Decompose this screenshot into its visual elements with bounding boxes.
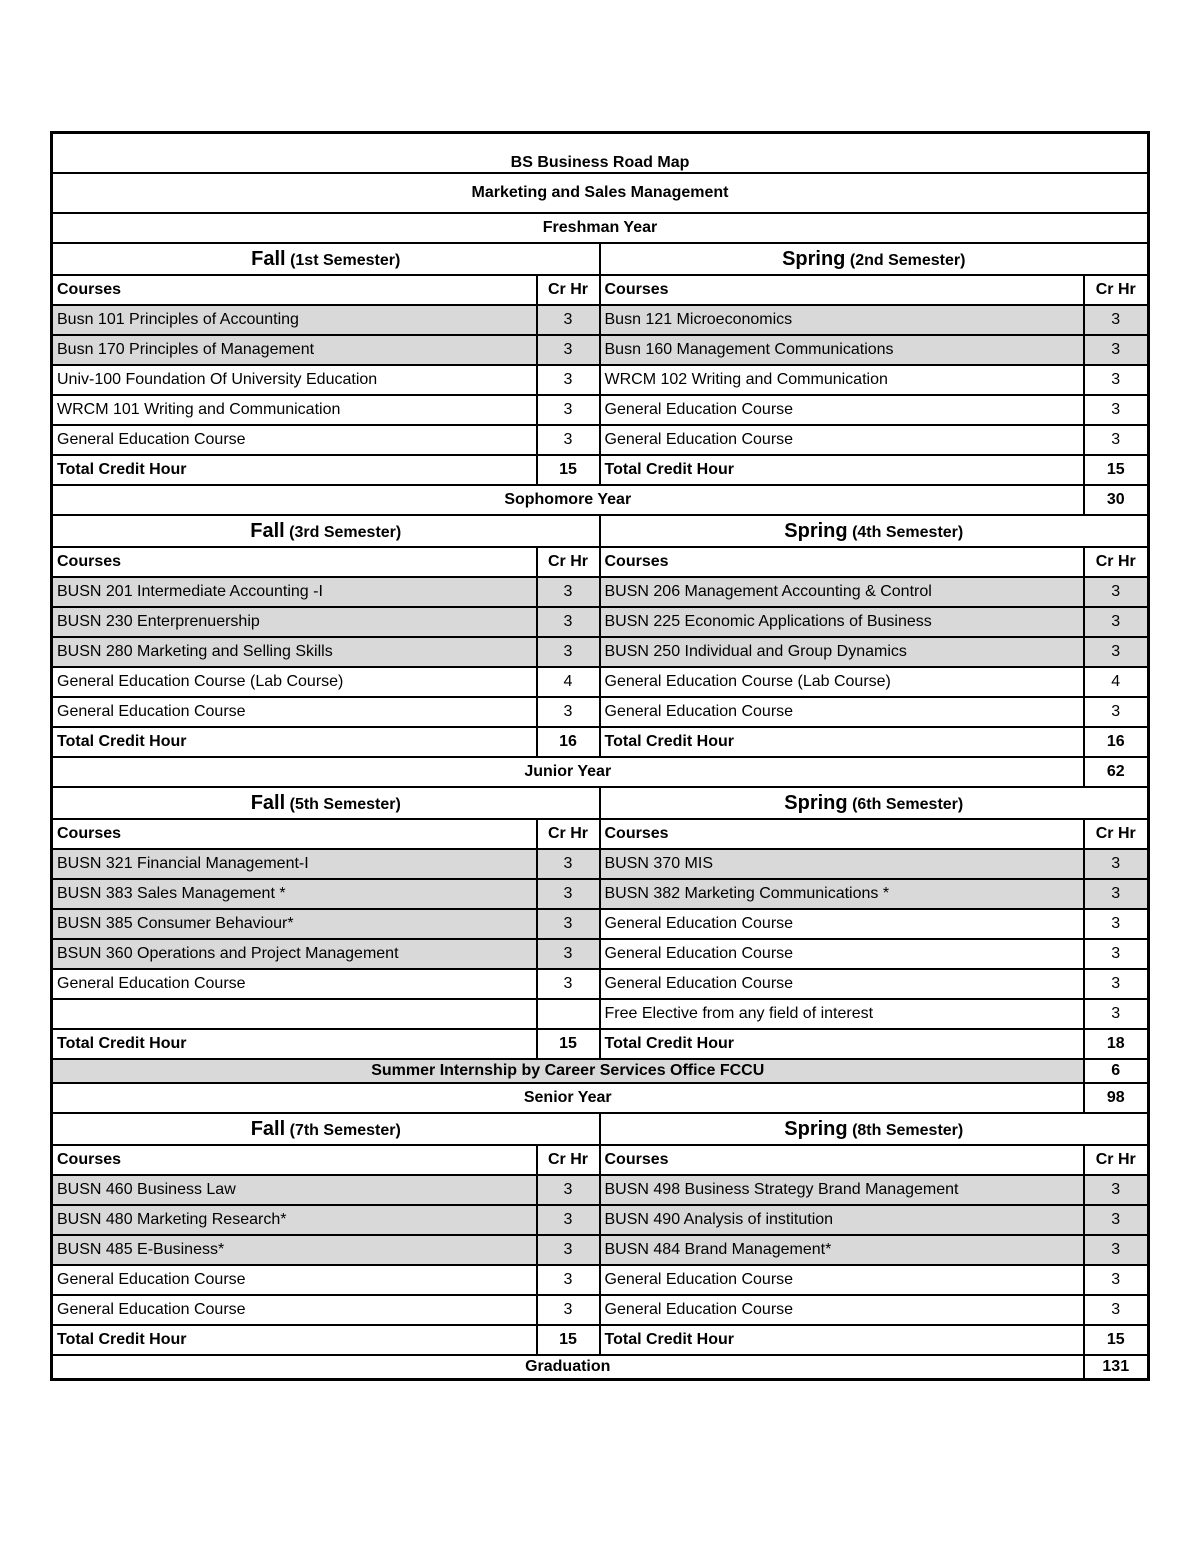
internship-row [52, 1059, 1149, 1083]
courses-header: Courses [52, 547, 537, 577]
fall-course: Univ-100 Foundation Of University Education [52, 365, 537, 395]
spring-total-value: 15 [1084, 1325, 1149, 1355]
fall-credit: 3 [537, 1295, 600, 1325]
fall-credit [537, 999, 600, 1029]
fall-label: Fall [250, 791, 286, 814]
spring-credit: 3 [1084, 395, 1149, 425]
spring-total-value: 18 [1084, 1029, 1149, 1059]
fall-course: General Education Course [52, 1295, 537, 1325]
fall-course: WRCM 101 Writing and Communication [52, 395, 537, 425]
course-row [52, 909, 1149, 939]
course-row [52, 637, 1149, 667]
year-header [52, 757, 1149, 787]
fall-label: Fall [251, 247, 286, 270]
spring-total-value: 16 [1084, 727, 1149, 757]
spring-semester-number: (6th Semester) [852, 795, 964, 813]
fall-total-label: Total Credit Hour [52, 455, 537, 485]
year-name: Sophomore Year [52, 485, 1084, 515]
cr-hr-header: Cr Hr [1084, 1145, 1149, 1175]
fall-label: Fall [250, 519, 285, 542]
graduation-label: Graduation [52, 1355, 1084, 1380]
year-name: Freshman Year [52, 213, 1149, 243]
fall-credit: 3 [537, 1265, 600, 1295]
spring-course: BUSN 382 Marketing Communications * [600, 879, 1084, 909]
spring-credit: 3 [1084, 999, 1149, 1029]
course-row [52, 969, 1149, 999]
spring-semester-header [600, 243, 1149, 275]
fall-course: BSUN 360 Operations and Project Management [52, 939, 537, 969]
fall-label: Fall [250, 1117, 286, 1140]
fall-semester-header [52, 243, 600, 275]
spring-course: General Education Course [600, 395, 1084, 425]
spring-credit: 3 [1084, 697, 1149, 727]
courses-header: Courses [600, 547, 1084, 577]
fall-credit: 3 [537, 909, 600, 939]
spring-credit: 3 [1084, 577, 1149, 607]
spring-course: General Education Course [600, 1265, 1084, 1295]
courses-header: Courses [600, 1145, 1084, 1175]
semester-header [52, 1113, 1149, 1145]
courses-header: Courses [600, 819, 1084, 849]
spring-credit: 3 [1084, 939, 1149, 969]
course-row [52, 999, 1149, 1029]
spring-course: Busn 121 Microeconomics [600, 305, 1084, 335]
year-header [52, 213, 1149, 243]
road-map-table [50, 131, 1150, 1381]
fall-credit: 3 [537, 577, 600, 607]
course-row [52, 305, 1149, 335]
spring-course: BUSN 484 Brand Management* [600, 1235, 1084, 1265]
spring-course: General Education Course (Lab Course) [600, 667, 1084, 697]
semester-header [52, 787, 1149, 819]
spring-credit: 3 [1084, 909, 1149, 939]
year-header [52, 485, 1149, 515]
fall-credit: 3 [537, 305, 600, 335]
fall-course [52, 999, 537, 1029]
spring-credit: 3 [1084, 1295, 1149, 1325]
fall-course: General Education Course [52, 1265, 537, 1295]
course-row [52, 1235, 1149, 1265]
spring-credit: 3 [1084, 365, 1149, 395]
spring-course: Busn 160 Management Communications [600, 335, 1084, 365]
spring-total-value: 15 [1084, 455, 1149, 485]
spring-semester-header [600, 515, 1149, 547]
courses-header: Courses [52, 275, 537, 305]
spring-course: General Education Course [600, 697, 1084, 727]
spring-label: Spring [784, 791, 848, 814]
semester-header [52, 515, 1149, 547]
semester-header [52, 243, 1149, 275]
column-header-row [52, 275, 1149, 305]
course-row [52, 607, 1149, 637]
spring-course: BUSN 498 Business Strategy Brand Management [600, 1175, 1084, 1205]
cr-hr-header: Cr Hr [1084, 547, 1149, 577]
spring-credit: 3 [1084, 637, 1149, 667]
fall-semester-number: (7th Semester) [289, 1121, 401, 1139]
internship-credits: 6 [1084, 1059, 1149, 1083]
fall-total-value: 16 [537, 727, 600, 757]
total-row [52, 455, 1149, 485]
spring-course: Free Elective from any field of interest [600, 999, 1084, 1029]
spring-total-label: Total Credit Hour [600, 455, 1084, 485]
fall-total-label: Total Credit Hour [52, 727, 537, 757]
spring-course: General Education Course [600, 969, 1084, 999]
course-row [52, 335, 1149, 365]
spring-course: BUSN 490 Analysis of institution [600, 1205, 1084, 1235]
fall-course: BUSN 480 Marketing Research* [52, 1205, 537, 1235]
column-header-row [52, 547, 1149, 577]
course-row [52, 577, 1149, 607]
cumulative-credits: 98 [1084, 1083, 1149, 1113]
course-row [52, 667, 1149, 697]
fall-credit: 3 [537, 425, 600, 455]
fall-credit: 3 [537, 365, 600, 395]
spring-label: Spring [784, 519, 848, 542]
fall-course: General Education Course [52, 425, 537, 455]
page-subtitle: Marketing and Sales Management [52, 173, 1149, 213]
fall-course: BUSN 321 Financial Management-I [52, 849, 537, 879]
cr-hr-header: Cr Hr [537, 275, 600, 305]
courses-header: Courses [600, 275, 1084, 305]
spring-label: Spring [784, 1117, 848, 1140]
spring-total-label: Total Credit Hour [600, 1029, 1084, 1059]
spring-total-label: Total Credit Hour [600, 1325, 1084, 1355]
spring-credit: 3 [1084, 1235, 1149, 1265]
year-header [52, 1083, 1149, 1113]
cumulative-credits: 30 [1084, 485, 1149, 515]
fall-course: General Education Course (Lab Course) [52, 667, 537, 697]
fall-total-value: 15 [537, 455, 600, 485]
courses-header: Courses [52, 1145, 537, 1175]
courses-header: Courses [52, 819, 537, 849]
fall-total-label: Total Credit Hour [52, 1325, 537, 1355]
fall-course: BUSN 280 Marketing and Selling Skills [52, 637, 537, 667]
spring-credit: 3 [1084, 425, 1149, 455]
fall-semester-number: (3rd Semester) [289, 523, 402, 541]
fall-credit: 3 [537, 939, 600, 969]
fall-credit: 3 [537, 879, 600, 909]
spring-course: General Education Course [600, 909, 1084, 939]
spring-course: BUSN 250 Individual and Group Dynamics [600, 637, 1084, 667]
course-row [52, 1205, 1149, 1235]
spring-credit: 3 [1084, 1175, 1149, 1205]
fall-semester-header [52, 787, 600, 819]
course-row [52, 1265, 1149, 1295]
total-row [52, 727, 1149, 757]
fall-course: BUSN 230 Enterprenuership [52, 607, 537, 637]
spring-credit: 3 [1084, 1265, 1149, 1295]
year-name: Junior Year [52, 757, 1084, 787]
fall-credit: 3 [537, 607, 600, 637]
course-row [52, 1175, 1149, 1205]
fall-course: General Education Course [52, 697, 537, 727]
graduation-row [52, 1355, 1149, 1380]
course-row [52, 849, 1149, 879]
spring-credit: 3 [1084, 335, 1149, 365]
fall-course: BUSN 383 Sales Management * [52, 879, 537, 909]
spring-label: Spring [782, 247, 846, 270]
fall-course: BUSN 385 Consumer Behaviour* [52, 909, 537, 939]
cr-hr-header: Cr Hr [537, 1145, 600, 1175]
year-name: Senior Year [52, 1083, 1084, 1113]
fall-course: Busn 101 Principles of Accounting [52, 305, 537, 335]
fall-course: Busn 170 Principles of Management [52, 335, 537, 365]
fall-course: BUSN 201 Intermediate Accounting -I [52, 577, 537, 607]
spring-credit: 4 [1084, 667, 1149, 697]
fall-credit: 3 [537, 335, 600, 365]
cr-hr-header: Cr Hr [1084, 819, 1149, 849]
fall-credit: 3 [537, 1175, 600, 1205]
fall-course: BUSN 485 E-Business* [52, 1235, 537, 1265]
cumulative-credits: 62 [1084, 757, 1149, 787]
spring-credit: 3 [1084, 969, 1149, 999]
spring-credit: 3 [1084, 879, 1149, 909]
spring-semester-number: (2nd Semester) [849, 251, 966, 269]
course-row [52, 425, 1149, 455]
fall-total-label: Total Credit Hour [52, 1029, 537, 1059]
course-row [52, 697, 1149, 727]
spring-total-label: Total Credit Hour [600, 727, 1084, 757]
total-row [52, 1029, 1149, 1059]
fall-credit: 3 [537, 637, 600, 667]
cr-hr-header: Cr Hr [1084, 275, 1149, 305]
spring-credit: 3 [1084, 849, 1149, 879]
fall-credit: 3 [537, 849, 600, 879]
fall-credit: 3 [537, 395, 600, 425]
course-row [52, 879, 1149, 909]
column-header-row [52, 1145, 1149, 1175]
spring-semester-header [600, 787, 1149, 819]
fall-semester-number: (1st Semester) [290, 251, 401, 269]
fall-semester-header [52, 515, 600, 547]
page-title: BS Business Road Map [52, 133, 1149, 174]
spring-course: BUSN 225 Economic Applications of Business [600, 607, 1084, 637]
fall-credit: 3 [537, 1205, 600, 1235]
fall-credit: 3 [537, 969, 600, 999]
spring-credit: 3 [1084, 607, 1149, 637]
fall-credit: 3 [537, 1235, 600, 1265]
spring-course: General Education Course [600, 1295, 1084, 1325]
internship-label: Summer Internship by Career Services Office FCCU [52, 1059, 1084, 1083]
fall-semester-number: (5th Semester) [289, 795, 401, 813]
spring-semester-number: (4th Semester) [852, 523, 964, 541]
cr-hr-header: Cr Hr [537, 547, 600, 577]
fall-credit: 3 [537, 697, 600, 727]
course-row [52, 395, 1149, 425]
fall-total-value: 15 [537, 1029, 600, 1059]
spring-credit: 3 [1084, 305, 1149, 335]
total-row [52, 1325, 1149, 1355]
spring-course: General Education Course [600, 425, 1084, 455]
spring-semester-header [600, 1113, 1149, 1145]
fall-semester-header [52, 1113, 600, 1145]
spring-course: BUSN 206 Management Accounting & Control [600, 577, 1084, 607]
course-row [52, 939, 1149, 969]
spring-course: BUSN 370 MIS [600, 849, 1084, 879]
graduation-credits: 131 [1084, 1355, 1149, 1380]
spring-semester-number: (8th Semester) [852, 1121, 964, 1139]
fall-total-value: 15 [537, 1325, 600, 1355]
column-header-row [52, 819, 1149, 849]
fall-credit: 4 [537, 667, 600, 697]
cr-hr-header: Cr Hr [537, 819, 600, 849]
fall-course: General Education Course [52, 969, 537, 999]
course-row [52, 365, 1149, 395]
spring-course: WRCM 102 Writing and Communication [600, 365, 1084, 395]
spring-credit: 3 [1084, 1205, 1149, 1235]
course-row [52, 1295, 1149, 1325]
spring-course: General Education Course [600, 939, 1084, 969]
fall-course: BUSN 460 Business Law [52, 1175, 537, 1205]
